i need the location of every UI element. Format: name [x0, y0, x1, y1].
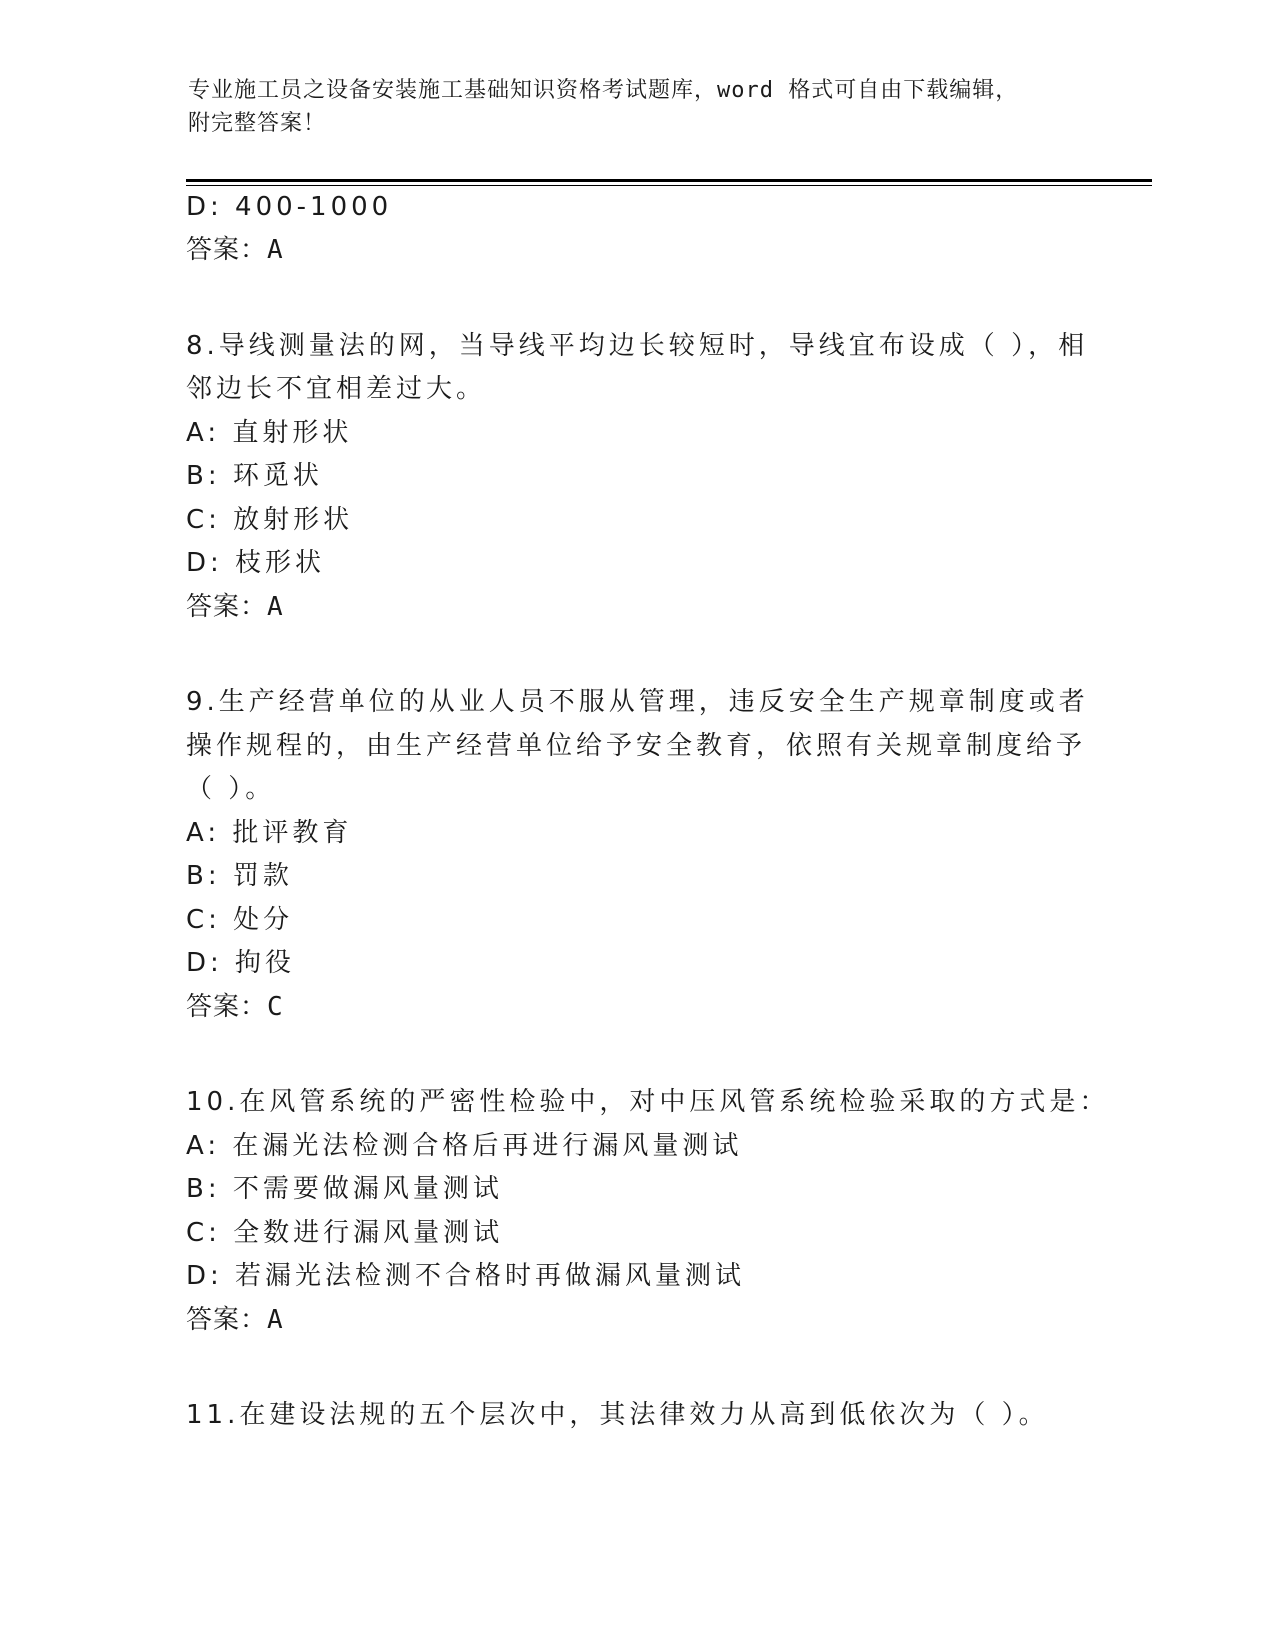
q8-stem-line-2: 邻边长不宜相差过大。 [186, 374, 487, 404]
header-line-2: 附完整答案！ [188, 111, 327, 136]
q9-option-b: B: 罚款 [186, 861, 293, 891]
q8-option-a: A: 直射形状 [186, 418, 353, 448]
q10-option-a: A: 在漏光法检测合格后再进行漏风量测试 [186, 1131, 743, 1161]
q9-stem-line-3: （ ）。 [186, 774, 276, 804]
q10-option-d: D: 若漏光法检测不合格时再做漏风量测试 [186, 1261, 746, 1291]
q9-option-d: D: 拘役 [186, 948, 296, 978]
q7-answer: 答案：A [186, 235, 284, 265]
header-divider-thin [186, 185, 1152, 186]
q9-option-a: A: 批评教育 [186, 818, 353, 848]
q11-stem-line-1: 11.在建设法规的五个层次中，其法律效力从高到低依次为（ ）。 [186, 1400, 1049, 1430]
q7-option-d: D: 400-1000 [186, 192, 393, 222]
q9-answer: 答案：C [186, 992, 284, 1022]
q10-stem-line-1: 10.在风管系统的严密性检验中，对中压风管系统检验采取的方式是： [186, 1087, 1110, 1117]
q10-answer: 答案：A [186, 1305, 284, 1335]
q9-stem-line-1: 9.生产经营单位的从业人员不服从管理，违反安全生产规章制度或者 [186, 687, 1089, 717]
document-header [188, 74, 1068, 140]
q8-answer: 答案：A [186, 592, 284, 622]
q10-option-c: C: 全数进行漏风量测试 [186, 1218, 504, 1248]
q8-option-d: D: 枝形状 [186, 548, 326, 578]
q8-option-c: C: 放射形状 [186, 505, 354, 535]
header-divider-thick [186, 179, 1152, 182]
q9-option-c: C: 处分 [186, 905, 294, 935]
q8-stem-line-1: 8.导线测量法的网，当导线平均边长较短时，导线宜布设成（ ），相 [186, 331, 1089, 361]
q10-option-b: B: 不需要做漏风量测试 [186, 1174, 503, 1204]
q8-option-b: B: 环觅状 [186, 461, 323, 491]
header-line-1: 专业施工员之设备安装施工基础知识资格考试题库，word 格式可自由下载编辑， [188, 78, 1019, 103]
q9-stem-line-2: 操作规程的，由生产经营单位给予安全教育，依照有关规章制度给予 [186, 731, 1087, 761]
